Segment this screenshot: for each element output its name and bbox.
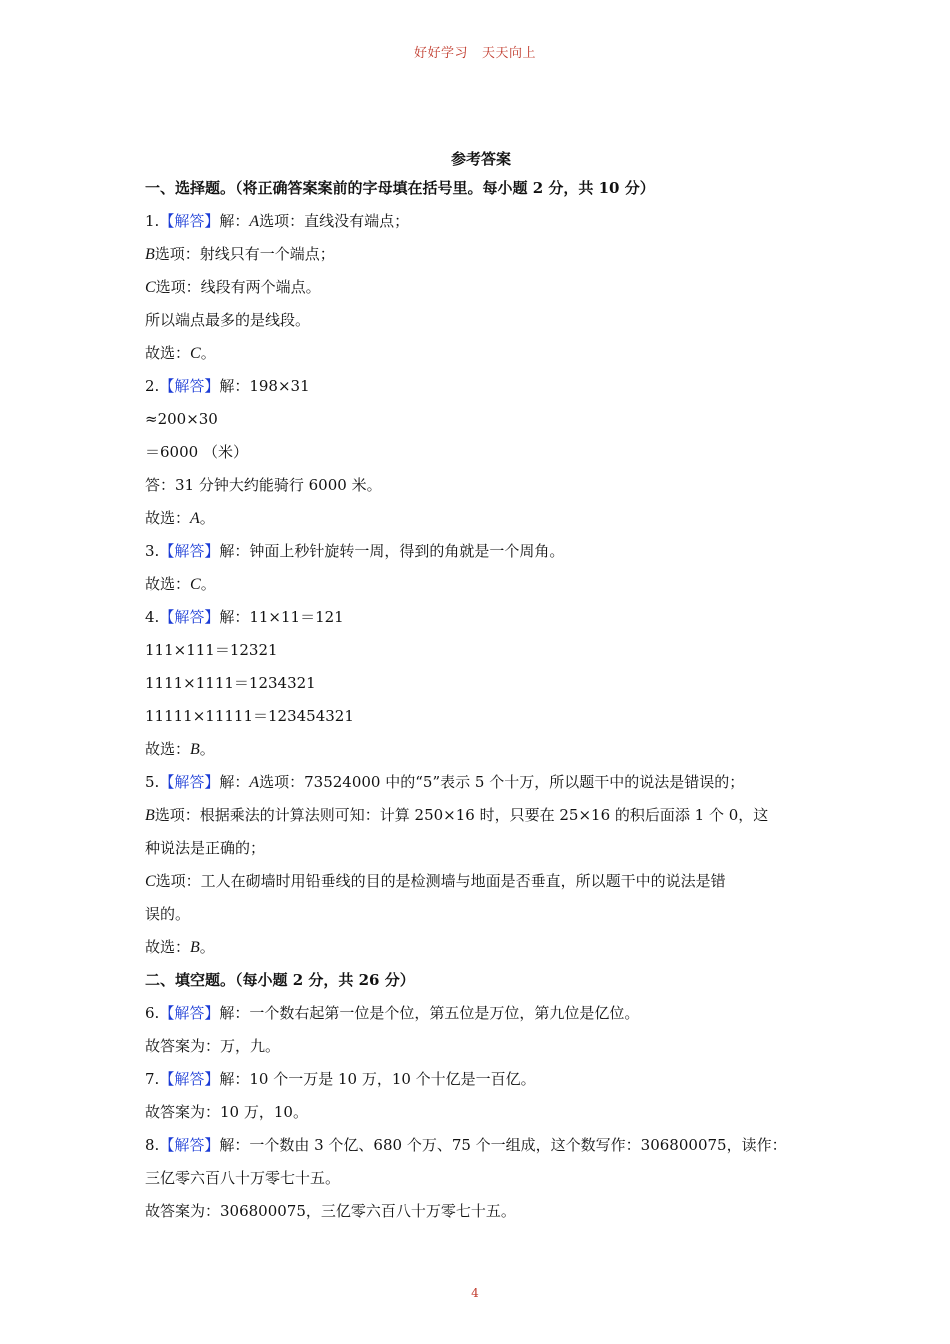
choose-prefix: 故选： [145,938,191,956]
q6-text: 一个数右起第一位是个位，第五位是万位，第九位是亿位。 [249,1004,640,1022]
q7-answer: 故答案为：10 万，10。 [145,1103,308,1121]
q5-line-1 [145,766,810,799]
q8-text: 一个数由 3 个亿、680 个万、75 个一组成，这个数写作：306800075，读作： [249,1136,787,1154]
jie-label: 解： [219,1136,250,1154]
choose-suffix: 。 [199,740,215,758]
answer-tag: 【解答】 [159,773,220,791]
q7-number: 7. [145,1070,160,1088]
q8-number: 8. [145,1136,160,1154]
option-var: C [145,279,156,296]
choose-var: B [190,939,200,956]
answer-tag: 【解答】 [159,1070,220,1088]
q1-line-1 [145,205,810,238]
jie-label: 解： [219,377,250,395]
document-body [145,146,810,1228]
q5-choose [145,931,810,964]
answer-tag: 【解答】 [159,542,220,560]
q5-line-3: 种说法是正确的； [145,839,266,857]
header-left-text: 好好学习 [413,46,468,61]
q4-line-1 [145,601,810,634]
header-right-text: 天天向上 [482,46,537,61]
q6-answer: 故答案为：万，九。 [145,1037,281,1055]
jie-label: 解： [219,1004,250,1022]
option-var: C [145,873,156,890]
choose-suffix: 。 [199,938,215,956]
page-title: 参考答案 [450,150,511,168]
q4-number: 4. [145,608,160,626]
section-heading-1: 一、选择题。（将正确答案案前的字母填在括号里。每小题 2 分，共 10 分） [145,179,655,197]
option-var: A [249,774,260,791]
q7-line-1 [145,1063,810,1096]
q5-text: 选项：工人在砌墙时用铅垂线的目的是检测墙与地面是否垂直，所以题干中的说法是错 [155,872,726,890]
q3-line-1 [145,535,810,568]
jie-label: 解： [219,1070,250,1088]
q1-text: 选项：射线只有一个端点； [154,245,335,263]
q2-line-4: 答：31 分钟大约能骑行 6000 米。 [145,476,382,494]
answer-tag: 【解答】 [159,1136,220,1154]
q4-choose [145,733,810,766]
choose-var: C [190,576,201,593]
answer-tag: 【解答】 [159,608,220,626]
q1-number: 1. [145,212,160,230]
q4-line-4: 11111×11111＝123454321 [145,707,354,725]
q3-number: 3. [145,542,160,560]
q5-text: 选项：根据乘法的计算法则可知：计算 250×16 时，只要在 25×16 的积后面添 1 个 0，这 [154,806,769,824]
jie-label: 解： [219,773,250,791]
q4-text: 11×11＝121 [249,608,344,626]
q8-line-2: 三亿零六百八十万零七十五。 [145,1169,341,1187]
choose-var: B [190,741,200,758]
q2-number: 2. [145,377,160,395]
answer-tag: 【解答】 [159,377,220,395]
q1-text: 选项：线段有两个端点。 [155,278,321,296]
q5-line-4 [145,865,810,898]
choose-suffix: 。 [199,509,215,527]
jie-label: 解： [219,212,250,230]
page-number: 4 [471,1286,479,1300]
jie-label: 解： [219,542,250,560]
choose-prefix: 故选： [145,509,191,527]
answer-tag: 【解答】 [159,212,220,230]
q1-line-4: 所以端点最多的是线段。 [145,311,311,329]
option-var: A [249,213,260,230]
q5-line-2 [145,799,810,832]
q1-line-2 [145,238,810,271]
section-heading-2: 二、填空题。（每小题 2 分，共 26 分） [145,971,415,989]
q2-line-3: ＝6000 （米） [145,443,248,461]
choose-prefix: 故选： [145,575,191,593]
q6-line-1 [145,997,810,1030]
q2-text: 198×31 [249,377,310,395]
choose-prefix: 故选： [145,740,191,758]
answer-tag: 【解答】 [159,1004,220,1022]
choose-var: A [190,510,200,527]
q1-line-3 [145,271,810,304]
page-header [0,42,950,61]
jie-label: 解： [219,608,250,626]
q8-line-1 [145,1129,810,1162]
q4-line-2: 111×111＝12321 [145,641,278,659]
q3-text: 钟面上秒针旋转一周，得到的角就是一个周角。 [249,542,565,560]
q8-answer: 故答案为：306800075，三亿零六百八十万零七十五。 [145,1202,516,1220]
q7-text: 10 个一万是 10 万，10 个十亿是一百亿。 [249,1070,536,1088]
q3-choose [145,568,810,601]
choose-suffix: 。 [200,344,216,362]
q5-line-5: 误的。 [145,905,191,923]
q1-text: 选项：直线没有端点； [259,212,410,230]
option-var: B [145,246,155,263]
q4-line-3: 1111×1111＝1234321 [145,674,316,692]
choose-prefix: 故选： [145,344,191,362]
choose-suffix: 。 [200,575,216,593]
choose-var: C [190,345,201,362]
q2-line-1 [145,370,810,403]
q2-choose [145,502,810,535]
q1-choose [145,337,810,370]
q6-number: 6. [145,1004,160,1022]
q5-number: 5. [145,773,160,791]
option-var: B [145,807,155,824]
q5-text: 选项：73524000 中的“5”表示 5 个十万，所以题干中的说法是错误的； [259,773,745,791]
q2-line-2: ≈200×30 [145,410,218,428]
